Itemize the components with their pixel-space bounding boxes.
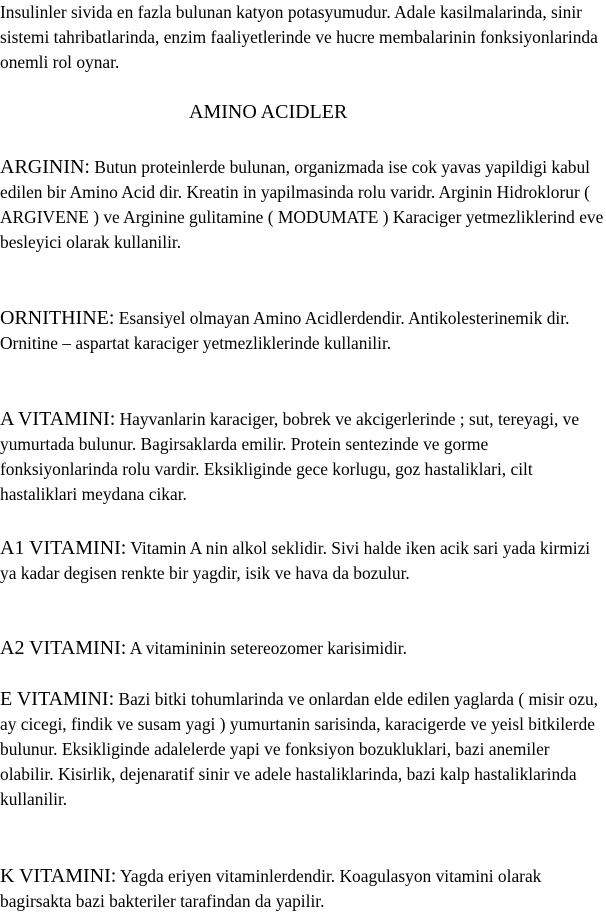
intro-paragraph: Insulinler sivida en fazla bulunan katyon potasyumudur. Adale kasilmalarinda, sinir sistemi tahribatlarinda, enzim faaliyetlerinde ve hucre membalarinin fonksiyonlarinda onemli rol oynar. bbox=[0, 2, 598, 72]
entry-text: Butun proteinlerde bulunan, organizmada ise cok yavas yapildigi kabul edilen bir Amino Acid dir. Kreatin in yapilmasinda rolu varidr. Arginin Hidroklorur ( ARGIVENE ) ve Arginine gulitamine ( MODUMATE ) Karaciger yetmezliklerind eve besleyici olarak kullanilir. bbox=[0, 157, 604, 252]
entry-term: ORNITHINE: bbox=[0, 307, 115, 329]
entry-term: A2 VITAMINI: bbox=[0, 637, 127, 659]
entry-text: Yagda eriyen vitaminlerdendir. Koagulasyon vitamini olarak bagirsakta bazi bakteriler tarafindan da yapilir. bbox=[0, 866, 542, 911]
entry-text: Hayvanlarin karaciger, bobrek ve akcigerlerinde ; sut, tereyagi, ve yumurtada bulunur. Bagirsaklarda emilir. Protein sentezinde ve gorme fonksiyonlarinda rolu vardir. Eksikliginde gece korlugu, goz hastaliklari, cilt hastaliklari meydana cikar. bbox=[0, 409, 580, 504]
entry-text: Bazi bitki tohumlarinda ve onlardan elde edilen yaglarda ( misir ozu, ay cicegi, findik ve susam yagi ) yumurtanin sarisinda, karacigerde ve yeisl bitkilerde bulunur. Eksikliginde adalelerde yapi ve fonksiyon bozukluklari, bazi anemiler olabilir. Kisirlik, dejenaratif sinir ve adele hastaliklarinda, bazi kalp hastaliklarinda kullanilir. bbox=[0, 689, 599, 809]
entry-text: A vitamininin setereozomer karisimidir. bbox=[126, 638, 407, 658]
entry-term: K VITAMINI: bbox=[0, 865, 117, 887]
entry-vitamin-a1 bbox=[0, 536, 604, 586]
entry-vitamin-k bbox=[0, 864, 604, 914]
entry-term: A VITAMINI: bbox=[0, 408, 116, 430]
entry-vitamin-e bbox=[0, 687, 604, 812]
entry-term: A1 VITAMINI: bbox=[0, 537, 127, 559]
section-heading: AMINO ACIDLER bbox=[189, 101, 348, 123]
entry-text: Esansiyel olmayan Amino Acidlerdendir. Antikolesterinemik dir. Ornitine – aspartat karaciger yetmezliklerinde kullanilir. bbox=[0, 308, 570, 353]
entry-term: ARGININ: bbox=[0, 156, 90, 178]
entry-arginin bbox=[0, 155, 604, 255]
entry-ornithine bbox=[0, 306, 604, 356]
entry-term: E VITAMINI: bbox=[0, 688, 115, 710]
entry-vitamin-a bbox=[0, 407, 604, 507]
entry-text: Vitamin A nin alkol seklidir. Sivi halde iken acik sari yada kirmizi ya kadar degisen renkte bir yagdir, isik ve hava da bozulur. bbox=[0, 538, 591, 583]
entry-vitamin-a2 bbox=[0, 636, 604, 661]
